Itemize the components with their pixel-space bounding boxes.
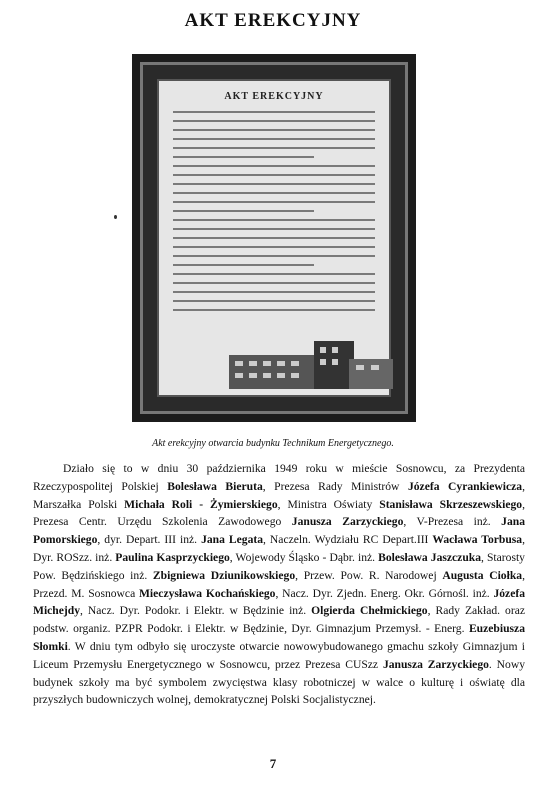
certificate-line — [173, 129, 375, 131]
certificate-line — [173, 246, 375, 248]
body-text-run: , Nacz. Dyr. Podokr. i Elektr. w Będzinie inż. — [80, 604, 312, 618]
body-text-run: , Przezd. M. Sosnowca — [33, 568, 525, 600]
person-name: Jana Legata — [201, 533, 264, 547]
person-name: Paulina Kasprzyckiego — [115, 550, 230, 564]
body-text-run: . W dniu tym odbyło się uroczyste otwarcie nowowybudowanego gmachu szkoły Gimnazjum i Liceum Przemysłu Energetycznego w Sosnowcu, przez Prezesa CUSzz — [33, 639, 525, 671]
body-text-run: , Marszałka Polski — [33, 479, 525, 511]
certificate-line — [173, 219, 375, 221]
person-name: Wacława Torbusa — [432, 533, 523, 547]
certificate-line — [173, 111, 375, 113]
body-text-run: , Rady Zakład. oraz podstw. organiz. PZPR Podokr. i Elektr. w Będzinie, Dyr. Gimnazjum Przemysł. - Energ. — [33, 604, 525, 636]
body-text-run: , Przew. Pow. R. Narodowej — [295, 568, 443, 582]
person-name: Jana Pomorskiego — [33, 515, 526, 547]
body-text-run: , Prezesa Centr. Urzędu Szkolenia Zawodowego — [33, 497, 525, 529]
certificate-line — [173, 201, 375, 203]
certificate-line — [173, 174, 375, 176]
certificate-line — [173, 228, 375, 230]
body-text-run: . Nowy budynek szkoły ma być symbolem zwycięstwa klasy robotniczej w walce o kulturę i oświatę dla przyszłych budowniczych wolnej, demokratycznej Polski Socjalistycznej. — [33, 657, 526, 707]
body-text-run: , Naczeln. Wydziału RC Depart.III — [263, 533, 433, 547]
certificate-line — [173, 309, 375, 311]
page-title: AKT EREKCYJNY — [184, 10, 362, 31]
certificate-line — [173, 264, 314, 266]
certificate-heading: AKT EREKCYJNY — [224, 91, 324, 102]
building-illustration — [219, 335, 399, 389]
person-name: Mieczysława Kochańskiego — [138, 586, 276, 600]
body-text-run: Działo się to w dniu 30 października 1949 roku w mieście Sosnowcu, za Prezydenta Rzeczypospolitej Polskiej — [33, 462, 525, 493]
certificate-line — [173, 156, 314, 158]
certificate-line — [173, 120, 375, 122]
person-name: Bolesława Jaszczuka — [378, 550, 482, 564]
person-name: Zbigniewa Dziunikowskiego — [152, 568, 296, 582]
certificate-line — [173, 147, 375, 149]
certificate-text-lines — [173, 111, 375, 325]
certificate-line — [173, 165, 375, 167]
certificate-line — [173, 291, 375, 293]
certificate-line — [173, 273, 375, 275]
body-text-run: , V-Prezesa inż. — [403, 515, 502, 529]
page-number: 7 — [269, 756, 277, 771]
certificate-line — [173, 255, 375, 257]
person-name: Augusta Ciołka — [442, 568, 523, 582]
person-name: Euzebiusza Słomki — [33, 622, 525, 653]
person-name: Michała Roli - Żymierskiego — [124, 497, 278, 511]
body-text-run: , Nacz. Dyr. Zjedn. Energ. Okr. Górnośl. inż. — [275, 586, 494, 600]
person-name: Bolesława Bieruta — [167, 479, 263, 493]
body-text-run: , Dyr. ROSzz. inż. — [33, 533, 525, 564]
certificate-photo — [132, 54, 416, 422]
person-name: Janusza Zarzyckiego — [291, 515, 404, 529]
body-text-run: , dyr. Depart. III inż. — [97, 533, 202, 547]
certificate-line — [173, 192, 375, 194]
person-name: Stanisława Skrzeszewskiego — [379, 497, 523, 511]
body-text-run: , Starosty Pow. Będzińskiego inż. — [33, 550, 525, 582]
body-paragraph — [33, 460, 525, 709]
certificate-document — [157, 79, 391, 397]
certificate-line — [173, 237, 375, 239]
certificate-line — [173, 210, 314, 212]
person-name: Olgierda Chełmickiego — [311, 604, 428, 618]
certificate-line — [173, 300, 375, 302]
certificate-line — [173, 183, 375, 185]
body-text-run: , Prezesa Rady Ministrów — [262, 479, 408, 493]
certificate-line — [173, 138, 375, 140]
person-name: Józefa Michejdy — [33, 586, 525, 618]
certificate-frame — [140, 62, 408, 414]
person-name: Janusza Zarzyckiego — [382, 657, 489, 671]
person-name: Józefa Cyrankiewicza — [407, 479, 523, 493]
print-speck — [114, 215, 117, 219]
body-text-run: , Ministra Oświaty — [277, 497, 380, 511]
body-text-run: , Wojewody Śląsko - Dąbr. inż. — [229, 550, 379, 564]
figure-caption: Akt erekcyjny otwarcia budynku Technikum Energetycznego. — [152, 438, 394, 449]
certificate-line — [173, 282, 375, 284]
